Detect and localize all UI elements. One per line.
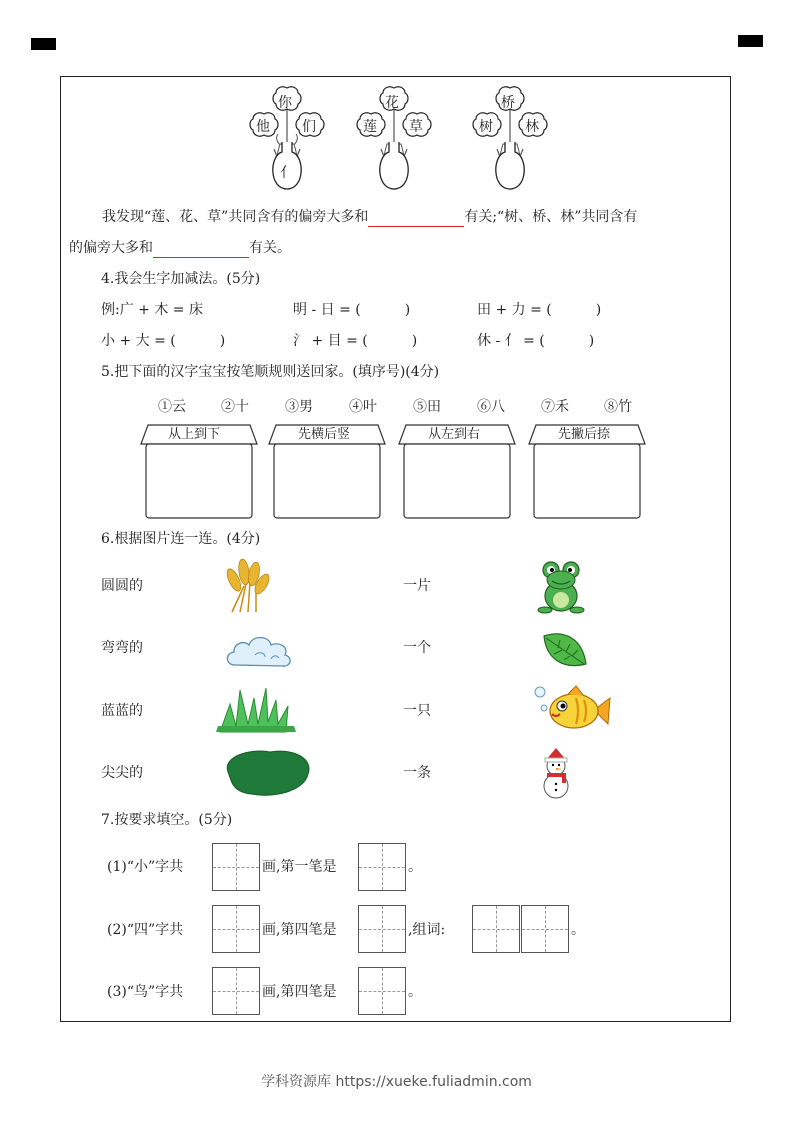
vase1-top-char: 你 bbox=[278, 95, 292, 111]
vase3-right-char: 林 bbox=[525, 119, 539, 135]
vase1-left-char: 他 bbox=[256, 119, 270, 135]
q7-box-fourth-stroke-2[interactable] bbox=[358, 905, 406, 953]
q7-line2-a: (2)“四”字共 bbox=[107, 922, 184, 938]
q4-close-1: ) bbox=[404, 302, 411, 318]
q7-line1-b: 画,第一笔是 bbox=[262, 859, 337, 875]
fish-picture[interactable] bbox=[530, 684, 612, 738]
q3-text-2a: 的偏旁大多和 bbox=[69, 240, 153, 256]
q4-title: 4.我会生字加减法。(5分) bbox=[101, 271, 261, 287]
q7-box-word-1[interactable] bbox=[472, 905, 520, 953]
measure-word-4[interactable]: 一条 bbox=[403, 765, 431, 781]
vase2-top-char: 花 bbox=[385, 95, 399, 111]
snowman-picture[interactable] bbox=[536, 746, 576, 800]
q4-close-3: ) bbox=[219, 333, 226, 349]
q7-line3-c: 。 bbox=[408, 984, 422, 1000]
leaf-picture[interactable] bbox=[542, 630, 588, 670]
vase3-left-char: 树 bbox=[479, 119, 493, 135]
q5-char-2: ②十 bbox=[221, 399, 249, 415]
adjective-4[interactable]: 尖尖的 bbox=[101, 765, 143, 781]
q3-blank-2[interactable] bbox=[153, 240, 249, 258]
q4-item-3 bbox=[101, 331, 225, 351]
q6-title: 6.根据图片连一连。(4分) bbox=[101, 531, 261, 547]
house-label-3: 从左到右 bbox=[428, 427, 481, 442]
q3-text-2b: 有关。 bbox=[249, 240, 291, 256]
q5-char-5: ⑤田 bbox=[413, 399, 441, 415]
q7-title: 7.按要求填空。(5分) bbox=[101, 812, 233, 828]
q4-item-5-text: 休 - 亻 = ( bbox=[477, 333, 545, 349]
corner-mark-left bbox=[31, 38, 56, 50]
adjective-3[interactable]: 蓝蓝的 bbox=[101, 703, 143, 719]
q5-char-4: ④叶 bbox=[349, 399, 377, 415]
q7-box-word-2[interactable] bbox=[521, 905, 569, 953]
corner-mark-right bbox=[738, 35, 763, 47]
q5-char-8: ⑧竹 bbox=[604, 399, 632, 415]
vase2-left-char: 莲 bbox=[363, 119, 377, 135]
vase2-right-char: 草 bbox=[409, 119, 423, 135]
q7-box-stroke-count-2[interactable] bbox=[212, 905, 260, 953]
q3-line2 bbox=[69, 238, 291, 258]
q7-line3-b: 画,第四笔是 bbox=[262, 984, 337, 1000]
frog-picture[interactable] bbox=[537, 560, 585, 614]
q4-example: 例:广 + 木 = 床 bbox=[101, 302, 203, 318]
q5-char-7: ⑦禾 bbox=[541, 399, 569, 415]
vase1-base-char: 亻 bbox=[280, 165, 294, 181]
q7-box-stroke-count-3[interactable] bbox=[212, 967, 260, 1015]
q3-text-1a: 我发现“莲、花、草”共同含有的偏旁大多和 bbox=[102, 209, 369, 225]
q3-blank-1[interactable] bbox=[368, 209, 464, 227]
q7-box-first-stroke-1[interactable] bbox=[358, 843, 406, 891]
house-label-2: 先横后竖 bbox=[298, 427, 351, 442]
measure-word-2[interactable]: 一个 bbox=[403, 640, 431, 656]
q5-char-3: ③男 bbox=[285, 399, 313, 415]
q4-close-2: ) bbox=[595, 302, 602, 318]
q4-item-2 bbox=[477, 300, 601, 320]
q7-line2-c: ,组词: bbox=[408, 922, 446, 938]
q3-line1 bbox=[102, 207, 637, 227]
adjective-1[interactable]: 圆圆的 bbox=[101, 578, 143, 594]
q7-box-stroke-count-1[interactable] bbox=[212, 843, 260, 891]
q7-line3-a: (3)“鸟”字共 bbox=[107, 984, 184, 1000]
q7-box-fourth-stroke-3[interactable] bbox=[358, 967, 406, 1015]
vase1-right-char: 们 bbox=[302, 119, 316, 135]
q5-char-6: ⑥八 bbox=[477, 399, 505, 415]
grass-picture[interactable] bbox=[216, 684, 296, 734]
q5-char-1: ①云 bbox=[158, 399, 186, 415]
q4-item-1 bbox=[293, 300, 410, 320]
q4-item-5 bbox=[477, 331, 594, 351]
wheat-picture[interactable] bbox=[222, 556, 272, 614]
vase3-top-char: 桥 bbox=[501, 95, 515, 111]
q7-line2-b: 画,第四笔是 bbox=[262, 922, 337, 938]
q5-title: 5.把下面的汉字宝宝按笔顺规则送回家。(填序号)(4分) bbox=[101, 364, 440, 380]
q4-close-4: ) bbox=[411, 333, 418, 349]
measure-word-3[interactable]: 一只 bbox=[403, 703, 431, 719]
footer-watermark: 学科资源库 https://xueke.fuliadmin.com bbox=[261, 1074, 532, 1090]
house-label-1: 从上到下 bbox=[168, 427, 221, 442]
adjective-2[interactable]: 弯弯的 bbox=[101, 640, 143, 656]
q4-item-4 bbox=[293, 331, 417, 351]
measure-word-1[interactable]: 一片 bbox=[403, 578, 431, 594]
q4-close-5: ) bbox=[588, 333, 595, 349]
q4-item-3-text: 小 + 大 = ( bbox=[101, 333, 176, 349]
lotus-leaf-picture[interactable] bbox=[222, 748, 312, 796]
q7-line1-a: (1)“小”字共 bbox=[107, 859, 184, 875]
q7-line1-c: 。 bbox=[408, 859, 422, 875]
house-label-4: 先撇后捺 bbox=[558, 427, 611, 442]
q3-text-1b: 有关;“树、桥、林”共同含有 bbox=[464, 209, 638, 225]
q4-item-2-text: 田 + 力 = ( bbox=[477, 302, 552, 318]
cloud-picture[interactable] bbox=[225, 631, 293, 671]
q4-item-1-text: 明 - 日 = ( bbox=[293, 302, 361, 318]
q7-line2-d: 。 bbox=[571, 922, 585, 938]
q4-item-4-text: 氵 + 目 = ( bbox=[293, 333, 368, 349]
